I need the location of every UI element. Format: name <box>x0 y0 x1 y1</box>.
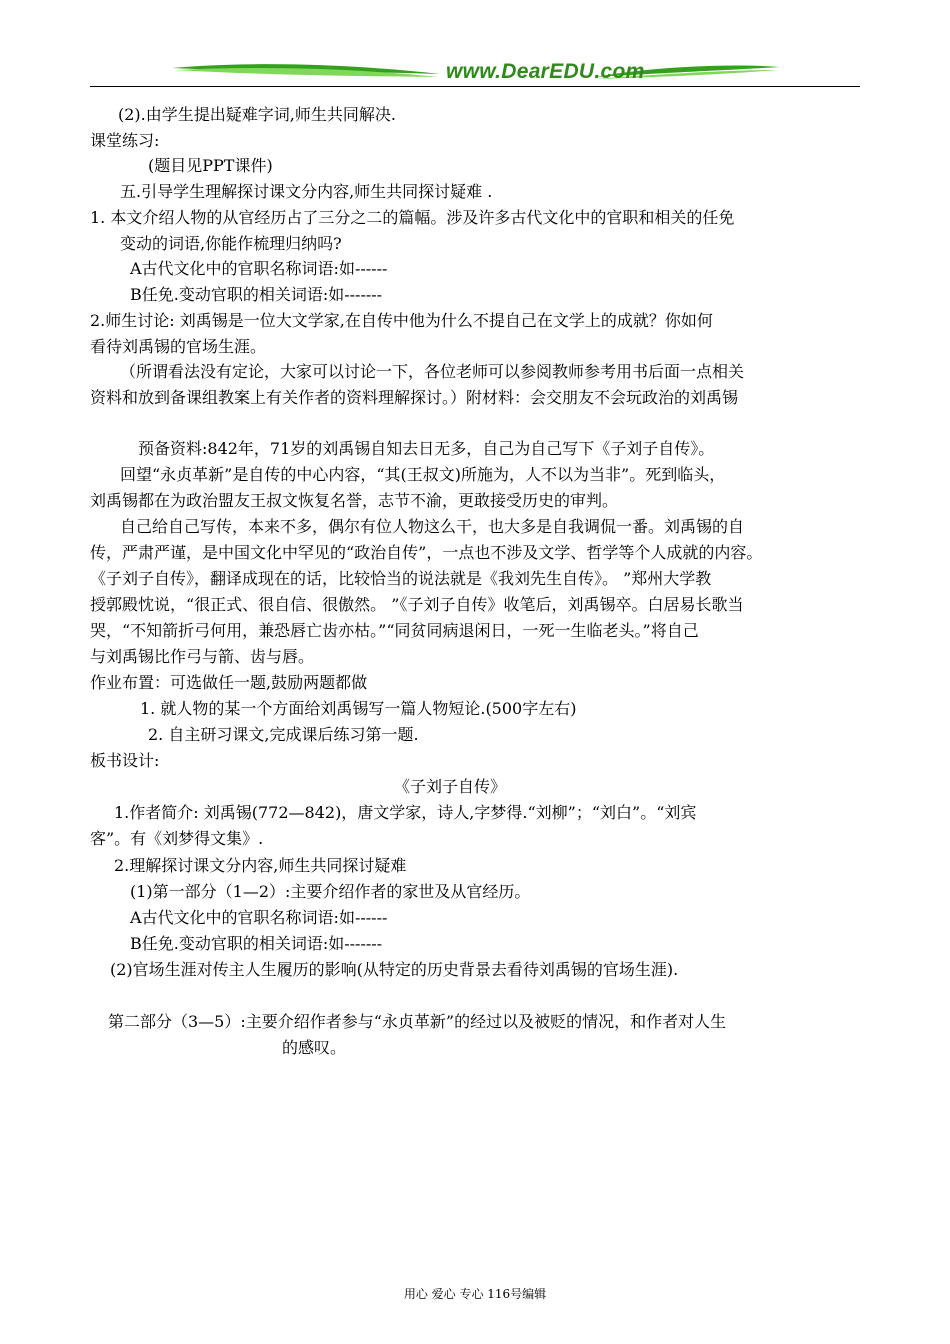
text-line: 看待刘禹锡的官场生涯。 <box>90 337 267 356</box>
text-line: 刘禹锡都在为政治盟友王叔文恢复名誉，志节不渝，更敢接受历史的审判。 <box>90 491 619 510</box>
text-line: 1. 本文介绍人物的从官经历占了三分之二的篇幅。涉及许多古代文化中的官职和相关的任免 <box>90 208 735 227</box>
text-line: A古代文化中的官职名称词语:如------ <box>130 908 388 927</box>
text-line: (2)官场生涯对传主人生履历的影响(从特定的历史背景去看待刘禹锡的官场生涯). <box>110 960 679 979</box>
text-line: 《子刘子自传》，翻译成现在的话，比较恰当的说法就是《我刘先生自传》。 ”郑州大学教 <box>90 569 712 588</box>
text-line: 2.理解探讨课文分内容,师生共同探讨疑难 <box>114 856 407 875</box>
text-line: 第二部分（3—5）:主要介绍作者参与“永贞革新”的经过以及被贬的情况，和作者对人生 <box>108 1012 727 1031</box>
text-line: 资料和放到备课组教案上有关作者的资料理解探讨。）附材料：会交朋友不会玩政治的刘禹锡 <box>90 388 739 407</box>
text-line: 课堂练习: <box>90 131 160 150</box>
text-line: 预备资料:842年，71岁的刘禹锡自知去日无多，自己为自己写下《子刘子自传》。 <box>138 439 715 458</box>
text-line: 传，严肃严谨，是中国文化中罕见的“政治自传”，一点也不涉及文学、哲学等个人成就的内容。 <box>90 543 763 562</box>
text-line: (2).由学生提出疑难字词,师生共同解决. <box>118 105 396 124</box>
text-line: (题目见PPT课件) <box>148 156 273 175</box>
text-line: 作业布置：可选做任一题,鼓励两题都做 <box>90 673 368 692</box>
page-header <box>90 58 860 88</box>
text-line: 客”。有《刘梦得文集》. <box>90 829 264 848</box>
text-line: (1)第一部分（1—2）:主要介绍作者的家世及从官经历。 <box>130 882 531 901</box>
page-footer: 用心 爱心 专心 116号编辑 <box>403 1287 547 1301</box>
text-line: 授郭殿忱说，“很正式、很自信、很傲然。 ”《子刘子自传》收笔后，刘禹锡卒。白居易长歌当 <box>90 595 744 614</box>
text-line: 五.引导学生理解探讨课文分内容,师生共同探讨疑难 . <box>120 182 493 201</box>
text-line: B任免.变动官职的相关词语:如------- <box>130 285 383 304</box>
text-line: 与刘禹锡比作弓与箭、齿与唇。 <box>90 647 315 666</box>
text-line: 变动的词语,你能作梳理归纳吗? <box>120 234 342 253</box>
text-line: 1. 就人物的某一个方面给刘禹锡写一篇人物短论.(500字左右) <box>140 699 577 718</box>
text-line: 哭，“不知箭折弓何用，兼恐唇亡齿亦枯。”“同贫同病退闲日，一死一生临老头。”将自己 <box>90 621 699 640</box>
text-line: 自己给自己写传，本来不多，偶尔有位人物这么干，也大多是自我调侃一番。刘禹锡的自 <box>120 517 745 536</box>
text-line: （所谓看法没有定论，大家可以讨论一下，各位老师可以参阅教师参考用书后面一点相关 <box>120 362 745 381</box>
header-divider <box>90 86 860 87</box>
text-line: 2. 自主研习课文,完成课后练习第一题. <box>148 725 419 744</box>
text-line: 2.师生讨论: 刘禹锡是一位大文学家,在自传中他为什么不提自己在文学上的成就？你如何 <box>90 311 713 330</box>
text-line: 回望“永贞革新”是自传的中心内容，“其(王叔文)所施为，人不以为当非”。死到临头， <box>120 465 726 484</box>
text-line: 1.作者简介: 刘禹锡(772—842)，唐文学家，诗人,字梦得.“刘柳”；“刘白”。“刘宾 <box>114 803 697 822</box>
text-line: 的感叹。 <box>282 1038 347 1057</box>
text-line: 板书设计: <box>90 751 160 770</box>
text-line: B任免.变动官职的相关词语:如------- <box>130 934 383 953</box>
site-logo-text: www.DearEDU.com <box>446 60 645 83</box>
text-line: 《子刘子自传》 <box>394 777 507 796</box>
text-line: A古代文化中的官职名称词语:如------ <box>130 259 388 278</box>
